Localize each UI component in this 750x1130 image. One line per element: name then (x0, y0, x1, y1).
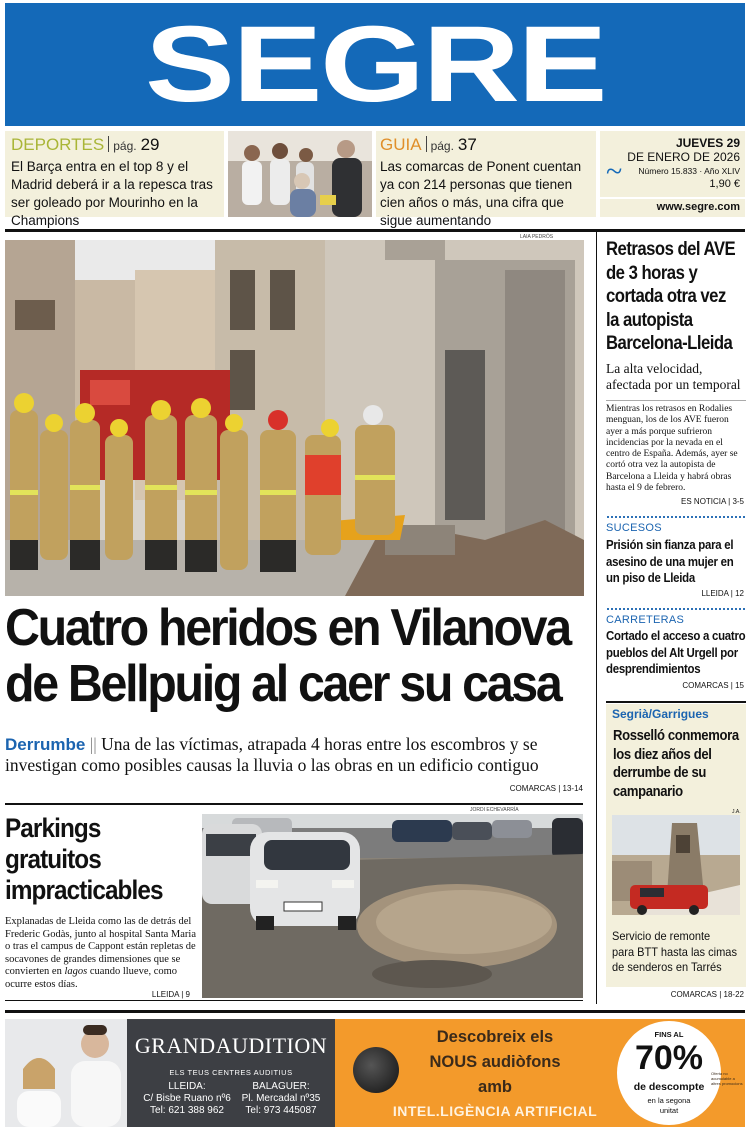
section-ref[interactable]: LLEIDA | 9 (151, 990, 190, 999)
segria-text[interactable]: Servicio de remonte para BTT hasta las cimas de senderos en Tarrés (612, 929, 737, 974)
hearing-aid-icon (353, 1047, 399, 1093)
ave-headline[interactable]: Retrasos del AVE de 3 horas y cortada otra vez la autopista Barcelona-Lleida (606, 239, 736, 354)
carreteras-kicker: CARRETERAS (606, 614, 685, 626)
headline-line: gratuitos (5, 844, 101, 874)
advertisement-grand-audition[interactable] (5, 1019, 745, 1127)
ad-offer-panel (335, 1019, 745, 1127)
section-ref[interactable]: COMARCAS | 15 (682, 681, 744, 690)
photo-credit: J.A. (732, 809, 741, 815)
parking-photo (202, 814, 583, 998)
masthead (5, 3, 745, 126)
teaser-guia[interactable] (376, 131, 596, 228)
ad-ai-line: INTEL.LIGÈNCIA ARTIFICIAL (392, 1103, 598, 1119)
headline-line: de Bellpuig al caer su casa (5, 655, 561, 713)
ave-body: Mientras los retrasos en Rodalies menguan, los de los AVE fueron ayer a más porque sufrieron incidencias por la nevada en el centro de España. Además, ayer se cortó otra vez la autopista de Barcelona a Lleida y habrá obras hasta el 9 de febrero. (606, 404, 738, 494)
section-ref[interactable]: COMARCAS | 18-22 (670, 990, 744, 999)
ad-centre-balaguer: BALAGUER: Pl. Mercadal nº35 Tel: 973 445087 (241, 1081, 321, 1116)
teaser-photo-centenarians (228, 131, 372, 217)
ad-subtitle: ELS TEUS CENTRES AUDITIUS (169, 1068, 293, 1077)
discount-badge: FINS AL 70% de descompte en la segona unitat (617, 1021, 721, 1125)
page-number: 37 (457, 135, 477, 154)
main-headline[interactable] (5, 599, 570, 713)
ad-centre-lleida: LLEIDA: C/ Bisbe Ruano nº6 Tel: 621 388 962 (143, 1081, 231, 1116)
parking-body: Explanadas de Lleida como las de detrás del Frederic Godàs, junto al hospital Santa Maria o tras el campus de Cappont están repletas de socavones de grandes dimensiones que se convierten en lagos cuando llueve, como ocurre estos días. (5, 916, 196, 990)
section-ref[interactable]: LLEIDA | 12 (701, 589, 744, 598)
headline-line: impracticables (5, 875, 163, 905)
page-label: pág. (430, 139, 454, 153)
divider (5, 1000, 583, 1001)
divider (5, 229, 745, 232)
teaser-tag: GUIA (380, 135, 422, 154)
price: 1,90 € (709, 178, 740, 190)
segria-photo (612, 815, 740, 915)
lead-text: Una de las víctimas, atrapada 4 horas entre los escombros y se investigan como posibles causas la lluvia o las obras en un edificio contiguo (5, 734, 539, 775)
parking-headline[interactable] (5, 813, 181, 906)
column-rule (596, 232, 597, 1004)
divider (5, 1010, 745, 1013)
page-number: 29 (140, 135, 160, 154)
ad-center-panel (127, 1019, 335, 1127)
headline-line: Cuatro heridos en Vilanova (5, 599, 570, 657)
divider (5, 803, 583, 805)
sucesos-headline[interactable]: Prisión sin fianza para el asesino de una mujer en un piso de Lleida (606, 537, 734, 585)
headline-line: Parkings (5, 813, 101, 843)
segria-kicker: Segrià/Garrigues (612, 707, 709, 721)
teaser-text: Las comarcas de Ponent cuentan ya con 214 personas que tienen cien años o más, una cifra que sigue aumentando (380, 159, 582, 228)
segria-headline[interactable]: Rosselló conmemora los diez años del derrumbe de su campanario (613, 727, 739, 800)
site-url[interactable]: www.segre.com (600, 199, 745, 217)
date-full: DE ENERO DE 2026 (627, 150, 740, 164)
divider (606, 400, 746, 401)
masthead-logo: SEGRE (144, 3, 606, 124)
dotted-divider (606, 607, 746, 611)
segre-emblem-icon: ~ (606, 155, 623, 188)
photo-credit: JORDI ECHEVARRÍA (470, 807, 519, 813)
issue-number: Número 15.833 · Año XLIV (638, 166, 740, 176)
teaser-text: El Barça entra en el top 8 y el Madrid deberá ir a la repesca tras ser goleado por Mourinho en la Champions (11, 159, 213, 228)
ad-fine-print: Oferta no acumulable a altres promocions (711, 1071, 743, 1086)
ad-photo-people (5, 1019, 127, 1127)
lead-kicker: Derrumbe (5, 735, 86, 754)
divider (606, 701, 746, 703)
teaser-tag: DEPORTES (11, 135, 105, 154)
photo-credit: LAIA PEDRÓS (520, 234, 554, 240)
ad-headline: Descobreix els NOUS audiòfons amb (429, 1028, 561, 1096)
dotted-divider (606, 515, 746, 519)
section-ref[interactable]: COMARCAS | 13-14 (509, 784, 583, 793)
teaser-deportes[interactable] (5, 131, 224, 228)
section-ref[interactable]: ES NOTICIA | 3-5 (681, 497, 744, 506)
ave-subtitle: La alta velocidad, afectada por un temporal (606, 361, 741, 392)
main-photo-firefighters (5, 240, 584, 596)
lead-separator: || (89, 734, 97, 754)
date-box (600, 131, 745, 197)
main-lead (5, 734, 587, 776)
sucesos-kicker: SUCESOS (606, 522, 662, 534)
ad-brand: GRANDAUDITION (134, 1033, 328, 1058)
carreteras-headline[interactable]: Cortado el acceso a cuatro pueblos del Alt Urgell por desprendimientos (606, 628, 746, 676)
date-day: JUEVES 29 (675, 136, 740, 150)
page-label: pág. (113, 139, 137, 153)
